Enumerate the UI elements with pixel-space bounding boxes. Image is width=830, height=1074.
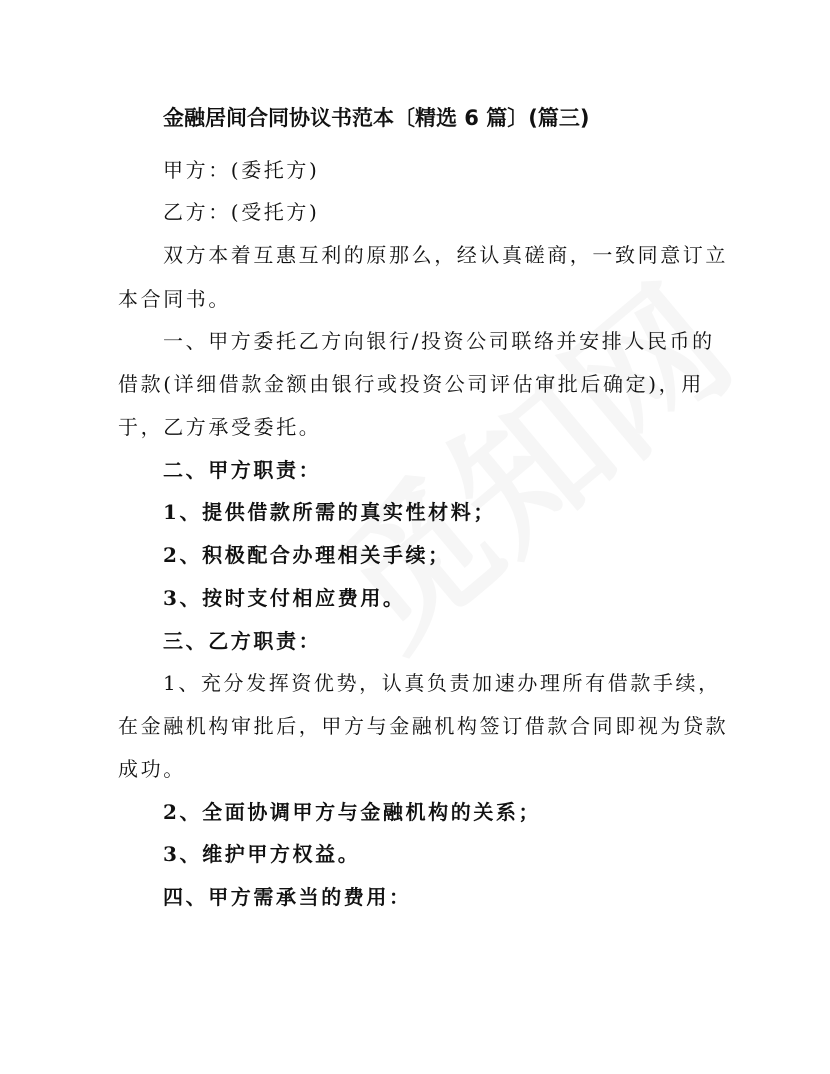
paragraph-line: 本合同书。 xyxy=(118,287,231,311)
section-heading: 四、甲方需承当的费用： xyxy=(163,885,412,909)
paragraph-line: 双方本着互惠互利的原那么，经认真磋商，一致同意订立 xyxy=(163,243,728,267)
section-heading: 二、甲方职责： xyxy=(163,458,322,482)
list-item: 1、提供借款所需的真实性材料； xyxy=(163,500,496,524)
paragraph-line: 于，乙方承受委托。 xyxy=(118,415,322,439)
paragraph-line: 成功。 xyxy=(118,757,186,781)
list-item: 2、全面协调甲方与金融机构的关系； xyxy=(163,800,542,824)
paragraph-line: 一、甲方委托乙方向银行/投资公司联络并安排人民币的 xyxy=(163,329,715,353)
list-item: 3、按时支付相应费用。 xyxy=(163,586,406,610)
watermark xyxy=(283,231,767,686)
list-item: 2、积极配合办理相关手续； xyxy=(163,543,451,567)
paragraph-line: 在金融机构审批后，甲方与金融机构签订借款合同即视为贷款 xyxy=(118,714,729,738)
document-title: 金融居间合同协议书范本〔精选 6 篇〕(篇三) xyxy=(163,106,590,130)
party-a-line: 甲方：(委托方) xyxy=(163,158,320,182)
list-item: 3、维护甲方权益。 xyxy=(163,842,361,866)
paragraph-line: 1、充分发挥资优势，认真负责加速办理所有借款手续， xyxy=(163,671,721,695)
paragraph-line: 借款(详细借款金额由银行或投资公司评估审批后确定)，用 xyxy=(118,372,704,396)
party-b-line: 乙方：(受托方) xyxy=(163,200,320,224)
section-heading: 三、乙方职责： xyxy=(163,629,322,653)
